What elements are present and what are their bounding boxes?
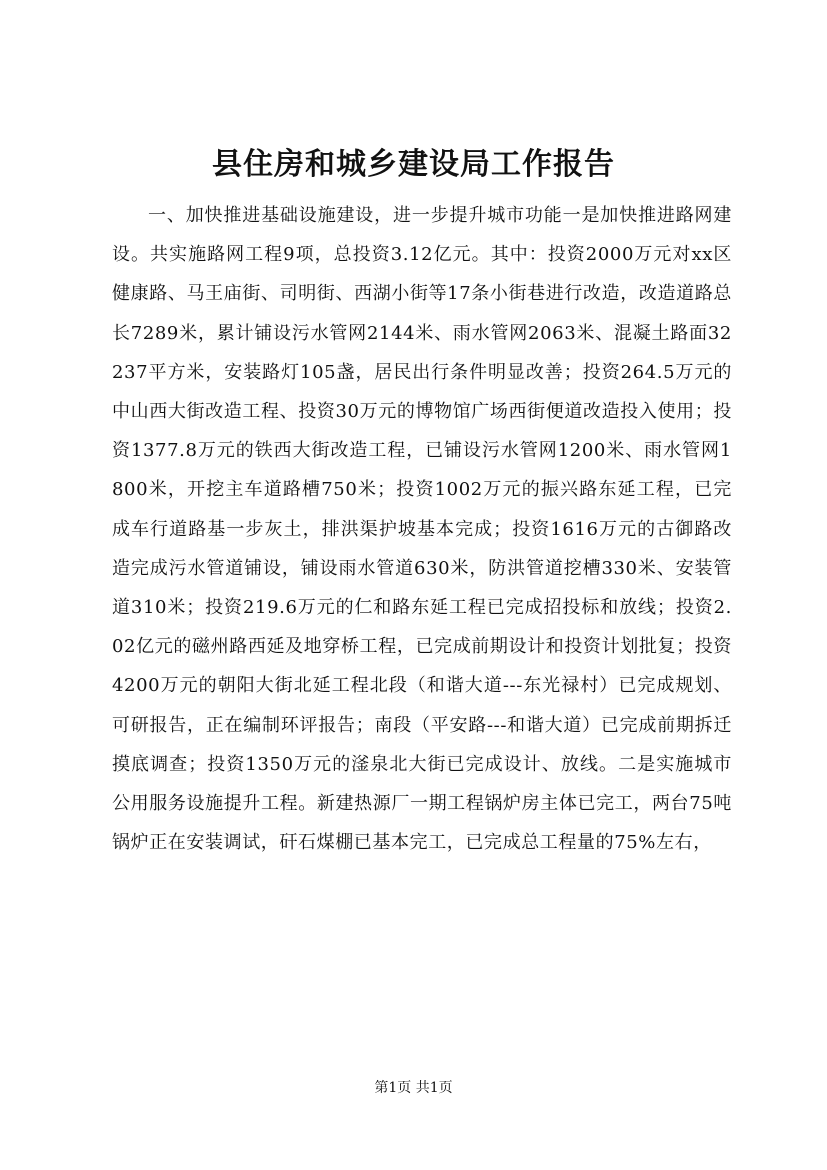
page-footer: 第1页 共1页 — [374, 1080, 453, 1096]
document-title: 县住房和城乡建设局工作报告 — [212, 147, 615, 182]
body-paragraph: 一、加快推进基础设施建设，进一步提升城市功能一是加快推进路网建设。共实施路网工程9项，总投资3.12亿元。其中：投资2000万元对xx区健康路、马王庙街、司明街、西湖小街等17条小街巷进行改造，改造道路总长7289米，累计铺设污水管网2144米、雨水管网2063米、混凝土路面32237平方米，安装路灯105盏，居民出行条件明显改善；投资264.5万元的中山西大街改造工程、投资30万元的博物馆广场西街便道改造投入使用；投资1377.8万元的铁西大街改造工程，已铺设污水管网1200米、雨水管网1800米，开挖主车道路槽750米；投资1002万元的振兴路东延工程，已完成车行道路基一步灰土，排洪渠护坡基本完成；投资1616万元的古御路改造完成污水管道铺设，铺设雨水管道630米，防洪管道挖槽330米、安装管道310米；投资219.6万元的仁和路东延工程已完成招投标和放线；投资2.02亿元的磁州路西延及地穿桥工程，已完成前期设计和投资计划批复；投资4200万元的朝阳大街北延工程北段（和谐大道---东光禄村）已完成规划、可研报告，正在编制环评报告；南段（平安路---和谐大道）已完成前期拆迁摸底调查；投资1350万元的滏泉北大街已完成设计、放线。二是实施城市公用服务设施提升工程。新建热源厂一期工程锅炉房主体已完工，两台75吨锅炉正在安装调试，矸石煤棚已基本完工，已完成总工程量的75%左右， — [112, 205, 732, 854]
